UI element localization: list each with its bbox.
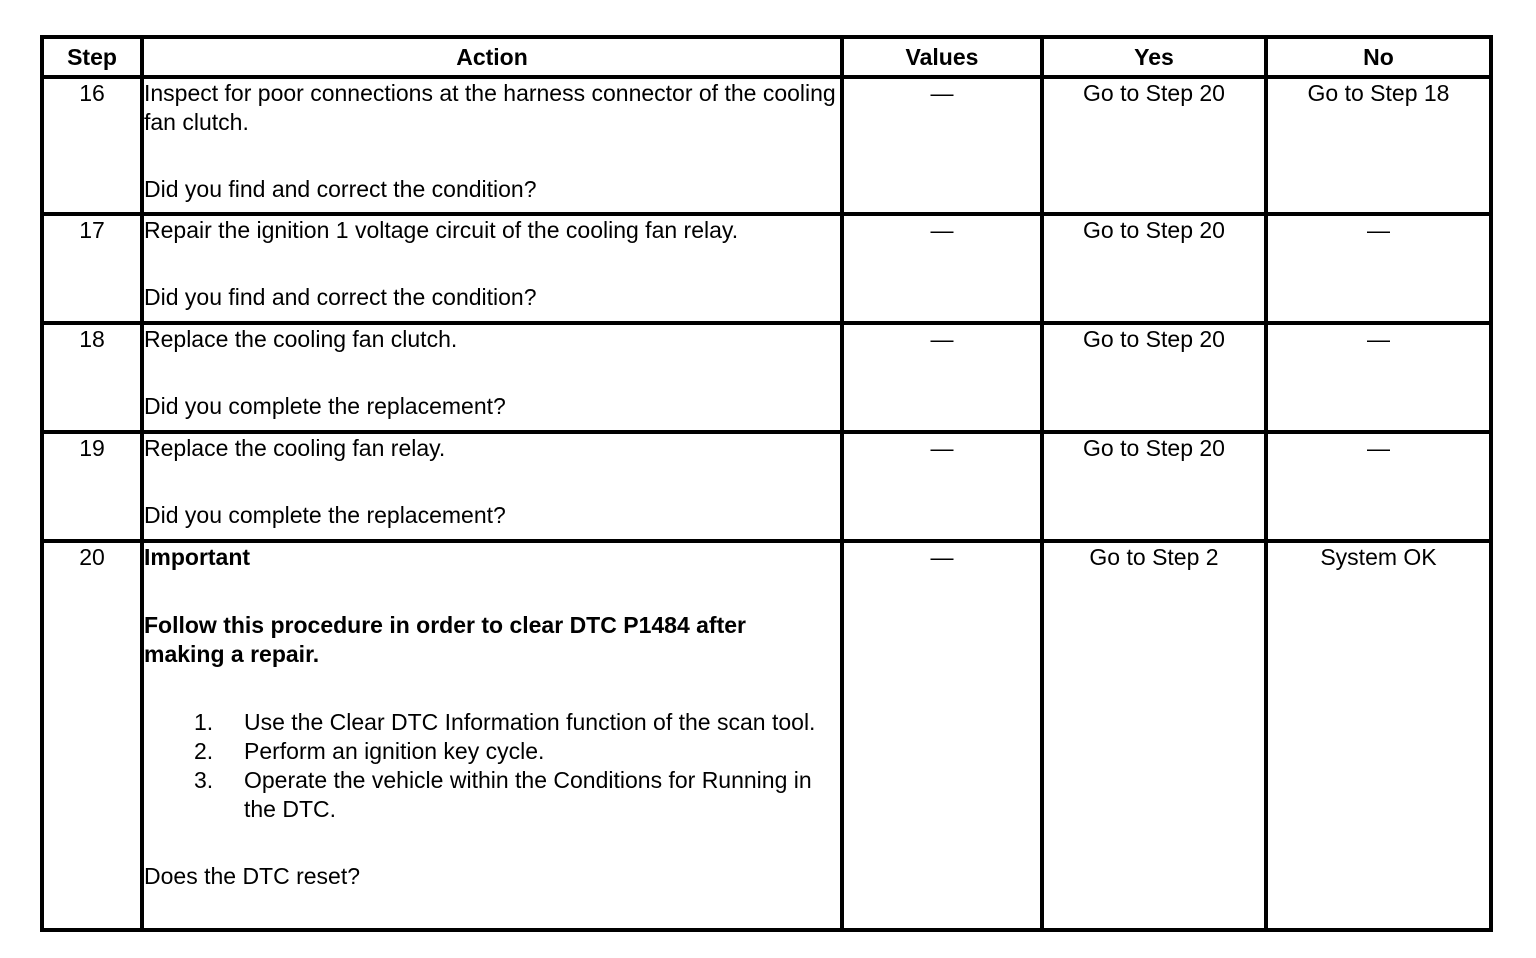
action-cell: [142, 77, 842, 214]
action-text: Inspect for poor connections at the harness connector of the cooling fan clutch.: [144, 80, 836, 135]
yes-cell: [1042, 77, 1266, 214]
no-link: Go to Step 18: [1307, 80, 1450, 106]
values-cell: —: [842, 77, 1042, 214]
table-row: [42, 214, 1491, 323]
header-values: Values: [842, 37, 1042, 77]
action-question: Did you find and correct the condition?: [144, 176, 537, 202]
no-link: —: [1367, 217, 1390, 243]
table-row: [42, 432, 1491, 541]
step-number: 19: [42, 432, 142, 541]
no-link: —: [1367, 326, 1390, 352]
list-item: [144, 766, 824, 824]
action-text: Repair the ignition 1 voltage circuit of the cooling fan relay.: [144, 217, 739, 243]
values-cell: —: [842, 214, 1042, 323]
step-number: 18: [42, 323, 142, 432]
no-cell: [1266, 323, 1491, 432]
values-cell: —: [842, 432, 1042, 541]
no-link: System OK: [1320, 544, 1437, 570]
procedure-note: Follow this procedure in order to clear DTC P1484 after making a repair.: [144, 612, 746, 667]
header-row: [42, 37, 1491, 77]
yes-cell: [1042, 541, 1266, 930]
yes-cell: [1042, 214, 1266, 323]
action-cell: [142, 323, 842, 432]
step-number: 16: [42, 77, 142, 214]
no-cell: [1266, 77, 1491, 214]
table-row: [42, 541, 1491, 930]
values-cell: —: [842, 541, 1042, 930]
list-text: Use the Clear DTC Information function of the scan tool.: [244, 709, 816, 735]
diagnostic-table: [40, 35, 1493, 932]
action-question: Did you find and correct the condition?: [144, 284, 537, 310]
list-item: [144, 708, 824, 737]
list-item: [144, 737, 824, 766]
no-cell: [1266, 541, 1491, 930]
table-row: [42, 77, 1491, 214]
yes-link: Go to Step 20: [1083, 435, 1225, 461]
yes-cell: [1042, 323, 1266, 432]
action-question: Did you complete the replacement?: [144, 393, 506, 419]
list-number: 3.: [194, 767, 214, 793]
action-text: Replace the cooling fan clutch.: [144, 326, 458, 352]
action-cell: [142, 541, 842, 930]
yes-link: Go to Step 20: [1083, 217, 1225, 243]
no-link: —: [1367, 435, 1390, 461]
action-text: Replace the cooling fan relay.: [144, 435, 446, 461]
no-cell: [1266, 214, 1491, 323]
procedure-list: [144, 708, 840, 824]
yes-link: Go to Step 20: [1083, 326, 1225, 352]
header-yes: Yes: [1042, 37, 1266, 77]
yes-link: Go to Step 20: [1083, 80, 1225, 106]
no-cell: [1266, 432, 1491, 541]
yes-link: Go to Step 2: [1089, 544, 1219, 570]
list-text: Perform an ignition key cycle.: [244, 738, 545, 764]
step-number: 20: [42, 541, 142, 930]
step-number: 17: [42, 214, 142, 323]
action-cell: [142, 432, 842, 541]
header-action: Action: [142, 37, 842, 77]
table-row: [42, 323, 1491, 432]
yes-cell: [1042, 432, 1266, 541]
action-question: Does the DTC reset?: [144, 863, 361, 889]
action-question: Did you complete the replacement?: [144, 502, 506, 528]
header-no: No: [1266, 37, 1491, 77]
header-step: Step: [42, 37, 142, 77]
list-number: 1.: [194, 709, 214, 735]
list-number: 2.: [194, 738, 214, 764]
action-cell: [142, 214, 842, 323]
list-text: Operate the vehicle within the Conditions for Running in the DTC.: [244, 767, 812, 822]
values-cell: —: [842, 323, 1042, 432]
important-heading: Important: [144, 544, 251, 570]
